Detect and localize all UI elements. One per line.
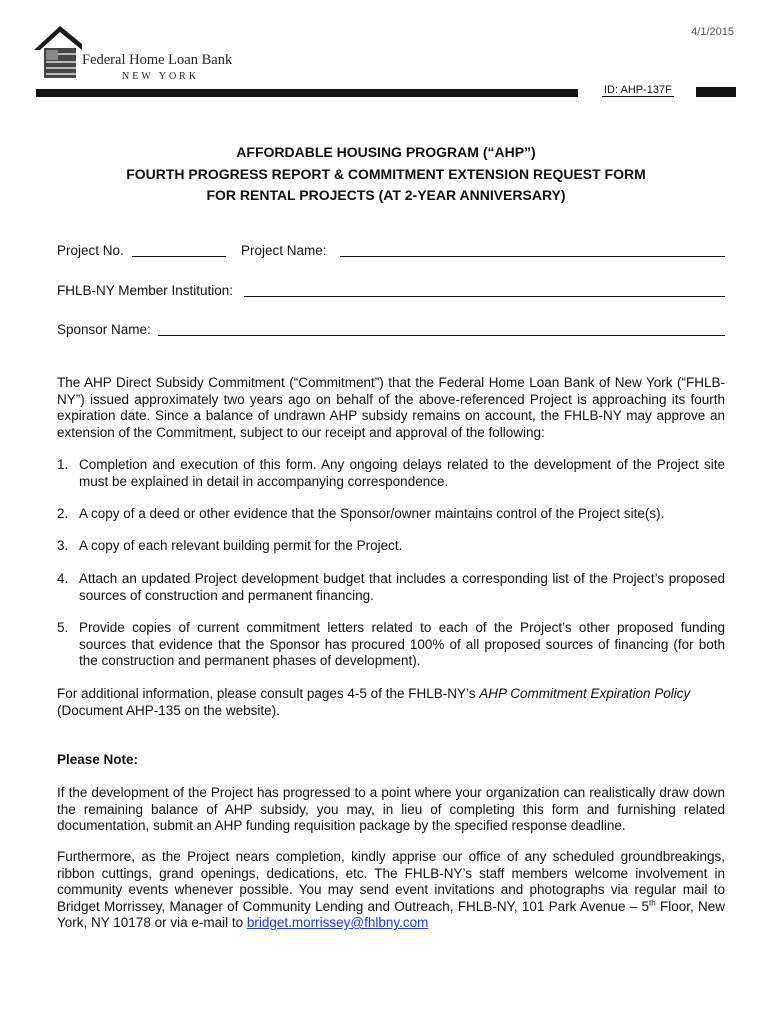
- note-paragraph-2-text: Furthermore, as the Project nears completion, kindly apprise our office of any scheduled groundbreakings, ribbon cuttings, grand openings, dedications, etc. The FHLB-NY’s staff members welcome involvement in community events whenever possible. You may send event invitations and photographs via regular mail to Bridget Morrissey, Manager of Community Lending and Outreach, FHLB-NY, 101 Park Avenue – 5: [57, 849, 725, 914]
- form-id: ID: AHP-137F: [604, 84, 672, 96]
- policy-title: AHP Commitment Expiration Policy: [479, 686, 691, 701]
- intro-paragraph: The AHP Direct Subsidy Commitment (“Commitment”) that the Federal Home Loan Bank of New York (“FHLB-NY”) issued approximately two years ago on behalf of the above-referenced Project is approaching its fourth expiration date. Since a balance of undrawn AHP subsidy remains on account, the FHLB-NY may approve an extension of the Commitment, subject to our receipt and approval of the following:: [57, 375, 725, 440]
- requirement-text: Completion and execution of this form. Any ongoing delays related to the development of the Project site must be explained in detail in accompanying correspondence.: [79, 457, 725, 489]
- requirement-number: 4.: [57, 571, 69, 586]
- requirement-item: [57, 620, 725, 670]
- requirement-item: [57, 571, 725, 604]
- note-paragraph-2-after: Floor, New York, NY 10178 or via e-mail to: [57, 898, 725, 930]
- title-line-2: FOURTH PROGRESS REPORT & COMMITMENT EXTENSION REQUEST FORM: [126, 166, 646, 182]
- requirement-number: 1.: [57, 457, 69, 472]
- note-paragraph-2: [57, 849, 725, 932]
- project-name-label: Project Name:: [241, 243, 327, 258]
- requirement-number: 3.: [57, 538, 69, 553]
- additional-info-paragraph: [57, 686, 725, 719]
- requirement-item: [57, 457, 725, 490]
- requirement-item: [57, 506, 725, 523]
- sponsor-name-label: Sponsor Name:: [57, 322, 151, 337]
- member-institution-field[interactable]: [244, 296, 725, 297]
- requirement-number: 2.: [57, 506, 69, 521]
- note-paragraph-1: If the development of the Project has progressed to a point where your organization can realistically draw down the remaining balance of AHP subsidy, you may, in lieu of completing this form and furnishing related documentation, submit an AHP funding requisition package by the specified response deadline.: [57, 785, 725, 833]
- header-rule-right: [696, 87, 736, 97]
- member-institution-label: FHLB-NY Member Institution:: [57, 283, 234, 298]
- project-no-label: Project No.: [57, 243, 124, 258]
- project-no-field[interactable]: [132, 256, 226, 257]
- additional-info-suffix: (Document AHP-135 on the website).: [57, 702, 280, 718]
- bank-name: Federal Home Loan Bank: [82, 52, 233, 68]
- requirement-text: A copy of each relevant building permit for the Project.: [79, 538, 403, 553]
- document-date: 4/1/2015: [691, 26, 734, 38]
- sponsor-name-field[interactable]: [158, 335, 725, 336]
- additional-info-prefix: For additional information, please consult pages 4-5 of the FHLB-NY’s: [57, 686, 480, 701]
- requirement-text: Attach an updated Project development budget that includes a corresponding list of the Project’s proposed sources of construction and permanent financing.: [79, 571, 725, 603]
- requirement-text: A copy of a deed or other evidence that the Sponsor/owner maintains control of the Project site(s).: [79, 506, 665, 521]
- bank-city: NEW YORK: [122, 71, 200, 82]
- house-flag-logo-icon: [34, 24, 82, 80]
- requirement-number: 5.: [57, 620, 69, 635]
- please-note-heading: Please Note:: [57, 752, 139, 767]
- title-line-3: FOR RENTAL PROJECTS (AT 2-YEAR ANNIVERSARY): [206, 187, 566, 203]
- email-link[interactable]: bridget.morrissey@fhlbny.com: [246, 915, 429, 930]
- header-rule-left: [36, 89, 578, 97]
- project-name-field[interactable]: [340, 256, 725, 257]
- requirement-item: [57, 538, 725, 555]
- requirement-text: Provide copies of current commitment letters related to each of the Project’s other proposed funding sources that evidence that the Sponsor has procured 100% of all proposed sources of financing (for both the construction and permanent phases of development).: [79, 620, 725, 668]
- floor-superscript: th: [649, 898, 656, 907]
- title-line-1: AFFORDABLE HOUSING PROGRAM (“AHP”): [236, 144, 536, 160]
- bank-logo: [32, 24, 252, 84]
